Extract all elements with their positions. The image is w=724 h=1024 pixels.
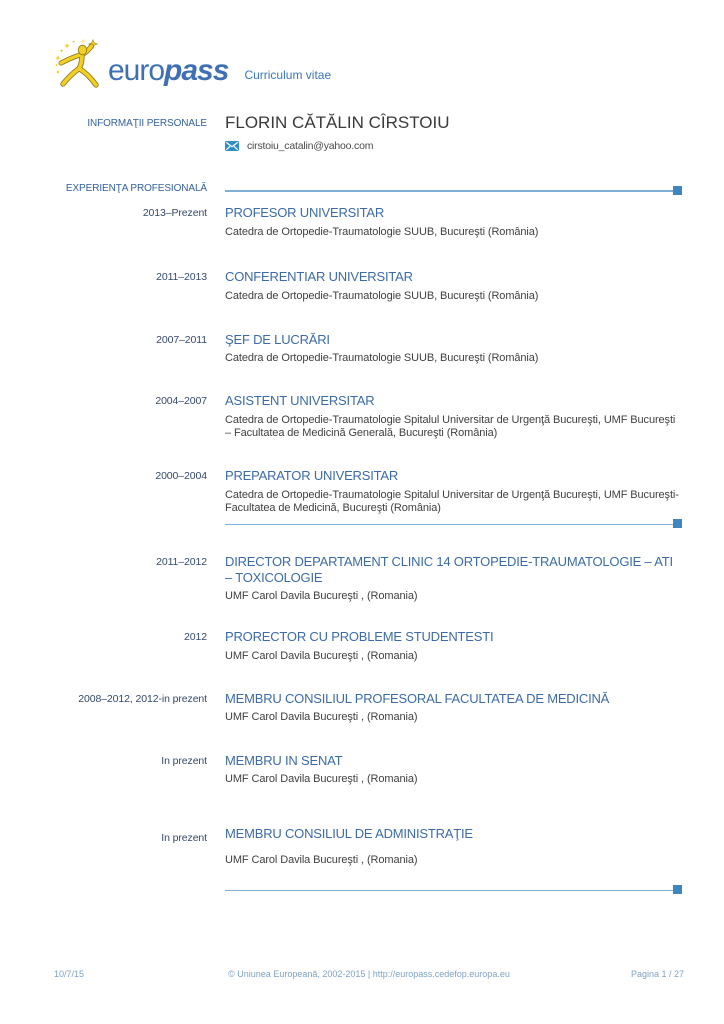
personal-info-label: INFORMAŢII PERSONALE xyxy=(87,118,207,129)
experience-entry xyxy=(0,691,724,725)
entry-title: ŞEF DE LUCRĂRI xyxy=(225,331,330,347)
entry-title: MEMBRU CONSILIUL PROFESORAL FACULTATEA DE MEDICINĂ xyxy=(225,690,610,706)
europass-star-figure-icon xyxy=(52,38,106,90)
experience-entry xyxy=(0,269,724,303)
experience-entry xyxy=(0,332,724,366)
experience-header xyxy=(0,183,724,194)
page-footer xyxy=(54,969,684,979)
entry-period: 2007–2011 xyxy=(156,333,207,346)
entry-period: In prezent xyxy=(161,754,207,767)
entry-period: 2011–2012 xyxy=(156,556,207,569)
entry-title: DIRECTOR DEPARTAMENT CLINIC 14 ORTOPEDIE-TRAUMATOLOGIE – ATI – TOXICOLOGIE xyxy=(225,554,673,585)
email-address[interactable]: cirstoiu_catalin@yahoo.com xyxy=(247,140,374,152)
experience-entry xyxy=(0,468,724,516)
entry-title: MEMBRU IN SENAT xyxy=(225,752,343,768)
europass-wordmark xyxy=(108,56,228,90)
email-row xyxy=(225,140,681,152)
entry-period: 2011–2013 xyxy=(156,271,207,284)
envelope-icon xyxy=(225,141,239,151)
document-type-label: Curriculum vitae xyxy=(244,68,332,82)
section-marker-square-icon xyxy=(673,885,682,894)
entry-organization: Catedra de Ortopedie-Traumatologie SUUB, Bucureşti (România) xyxy=(225,289,539,302)
section-rule xyxy=(225,890,681,892)
entry-organization: Catedra de Ortopedie-Traumatologie Spitalul Universitar de Urgenţă Bucureşti, UMF Bucureşti- Facultatea de Medicină, Bucureşti (România) xyxy=(225,488,679,515)
experience-entry xyxy=(0,826,724,867)
experience-entry xyxy=(0,393,724,441)
divider-row xyxy=(0,890,724,892)
entry-organization: Catedra de Ortopedie-Traumatologie SUUB, Bucureşti (România) xyxy=(225,225,539,238)
experience-section-label: EXPERIENŢA PROFESIONALĂ xyxy=(65,183,207,194)
experience-section xyxy=(0,183,724,892)
entry-organization: Catedra de Ortopedie-Traumatologie SUUB, Bucureşti (România) xyxy=(225,352,539,365)
entry-title: CONFERENTIAR UNIVERSITAR xyxy=(225,269,413,285)
footer-page-number: Pagina 1 / 27 xyxy=(630,969,684,979)
entry-period: 2012 xyxy=(184,631,207,644)
entry-period: In prezent xyxy=(161,832,207,845)
footer-copyright: © Uniunea Europeană, 2002-2015 | http://europass.cedefop.europa.eu xyxy=(228,969,510,979)
entry-organization: UMF Carol Davila Bucureşti , (Romania) xyxy=(225,590,418,603)
entry-organization: UMF Carol Davila Bucureşti , (Romania) xyxy=(225,711,418,724)
entry-title: MEMBRU CONSILIUL DE ADMINISTRAŢIE xyxy=(225,826,473,842)
person-name: FLORIN CĂTĂLIN CÎRSTOIU xyxy=(225,113,450,132)
section-marker-square-icon xyxy=(673,519,682,528)
entry-period: 2013–Prezent xyxy=(142,207,207,219)
wordmark-euro: euro xyxy=(108,54,165,87)
footer-date: 10/7/15 xyxy=(54,969,85,979)
section-marker-square-icon xyxy=(673,186,682,195)
entry-title: PROFESOR UNIVERSITAR xyxy=(225,205,385,220)
entry-organization: UMF Carol Davila Bucureşti , (Romania) xyxy=(225,773,418,786)
entry-organization: Catedra de Ortopedie-Traumatologie Spitalul Universitar de Urgenţă Bucureşti, UMF Bucureşti – Facultatea de Medicină Generală, Bucureşti (România) xyxy=(225,413,676,440)
entry-title: PREPARATOR UNIVERSITAR xyxy=(225,468,399,484)
entry-organization: UMF Carol Davila Bucureşti , (Romania) xyxy=(225,853,418,866)
divider-row xyxy=(0,524,724,526)
experience-entry xyxy=(0,629,724,663)
experience-entry xyxy=(0,554,724,604)
entry-organization: UMF Carol Davila Bucureşti , (Romania) xyxy=(225,649,418,662)
personal-info-section xyxy=(0,113,724,152)
section-rule xyxy=(225,524,681,526)
europass-header xyxy=(52,38,331,90)
experience-entry xyxy=(0,753,724,787)
experience-entry xyxy=(0,205,724,239)
entry-title: PRORECTOR CU PROBLEME STUDENTESTI xyxy=(225,629,494,645)
entry-period: 2008–2012, 2012-in prezent xyxy=(78,692,207,705)
entry-period: 2004–2007 xyxy=(155,395,207,408)
entry-period: 2000–2004 xyxy=(155,470,207,483)
wordmark-pass: pass xyxy=(164,54,229,87)
section-rule xyxy=(225,190,681,192)
entry-title: ASISTENT UNIVERSITAR xyxy=(225,393,375,409)
